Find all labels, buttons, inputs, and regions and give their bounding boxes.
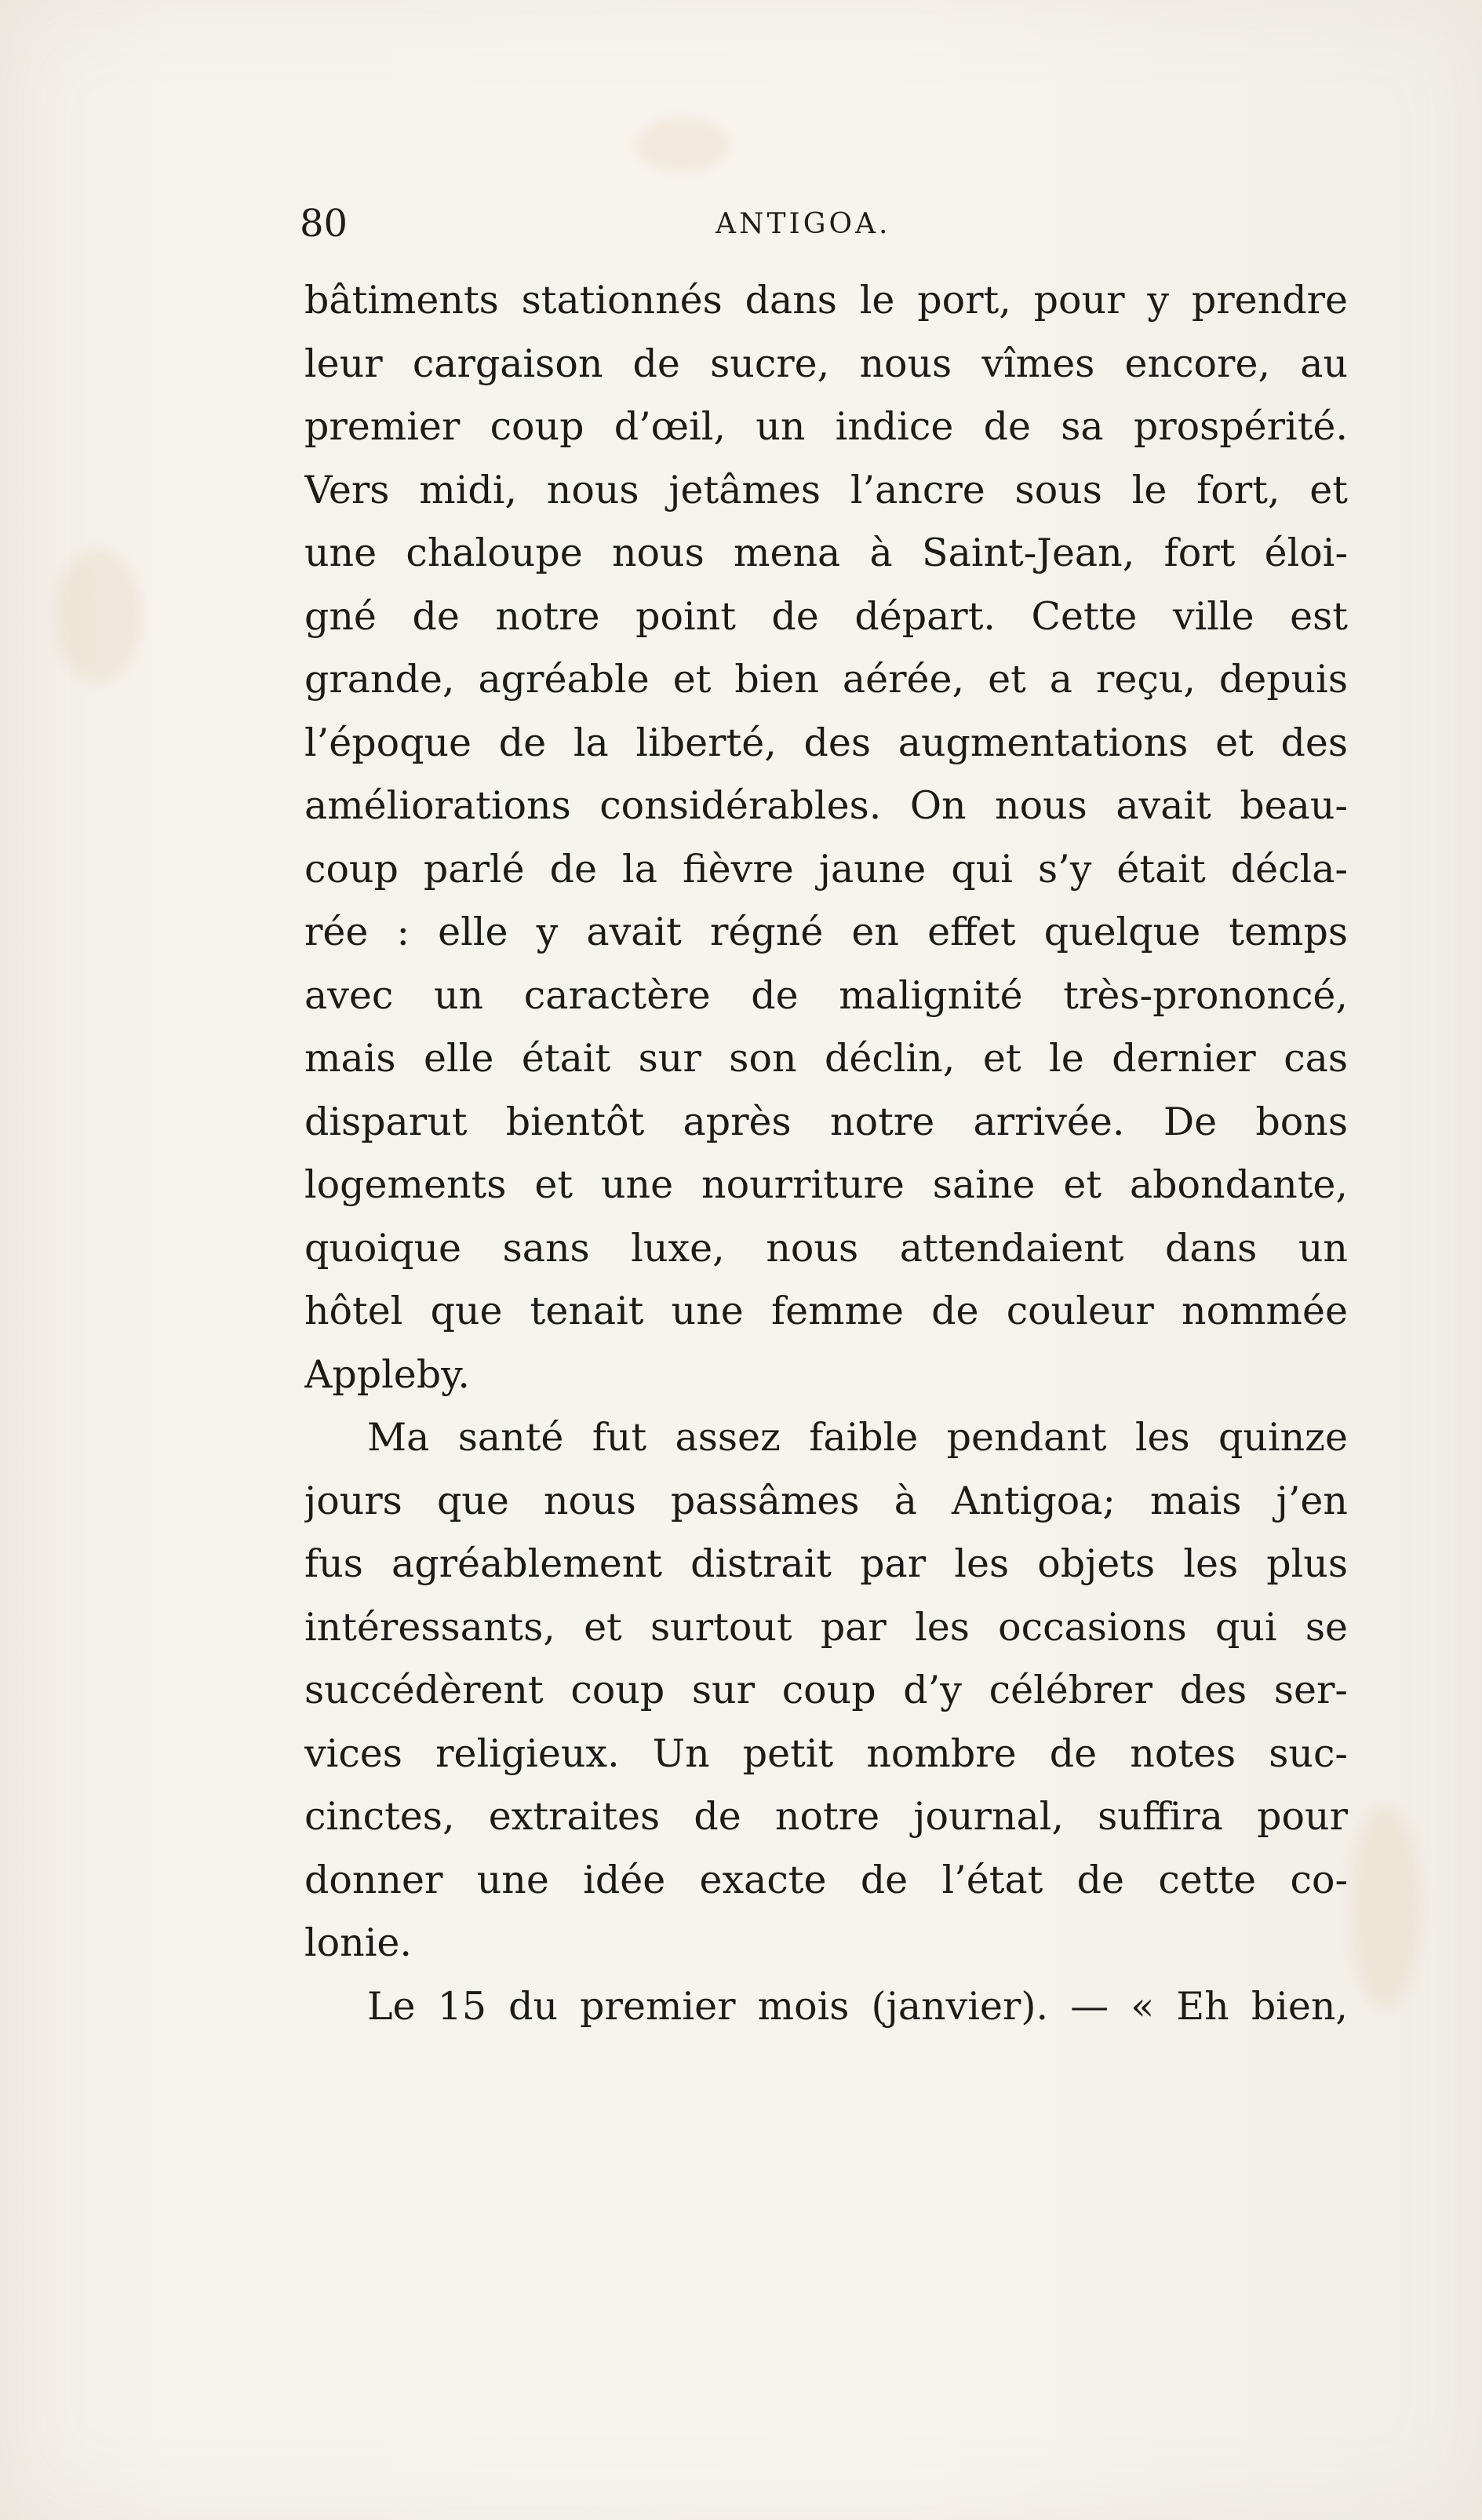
text-line: intéressants, et surtout par les occasions qui se bbox=[304, 1604, 1348, 1650]
text-line: coup parlé de la fièvre jaune qui s’y était décla- bbox=[304, 846, 1348, 892]
text-line: cinctes, extraites de notre journal, suffira pour bbox=[304, 1794, 1348, 1839]
text-line: avec un caractère de malignité très-prononcé, bbox=[304, 972, 1348, 1018]
text-line: leur cargaison de sucre, nous vîmes encore, au bbox=[304, 341, 1348, 386]
text-line: fus agréablement distrait par les objets les plus bbox=[304, 1541, 1348, 1586]
text-line: disparut bientôt après notre arrivée. De bons bbox=[304, 1099, 1348, 1144]
text-line: Le 15 du premier mois (janvier). — « Eh bien, bbox=[367, 1983, 1348, 2029]
text-line: améliorations considérables. On nous avait beau- bbox=[304, 783, 1348, 828]
text-line: rée : elle y avait régné en effet quelque temps bbox=[304, 910, 1348, 954]
text-line: premier coup d’œil, un indice de sa prospérité. bbox=[304, 404, 1348, 449]
paper-stain bbox=[635, 118, 730, 173]
text-line: lonie. bbox=[304, 1920, 412, 1965]
text-line: une chaloupe nous mena à Saint-Jean, fort éloi- bbox=[304, 531, 1348, 575]
body-text bbox=[304, 269, 1348, 2038]
text-line: Ma santé fut assez faible pendant les quinze bbox=[367, 1415, 1348, 1460]
text-line: mais elle était sur son déclin, et le dernier cas bbox=[304, 1036, 1348, 1081]
text-line: logements et une nourriture saine et abondante, bbox=[304, 1162, 1348, 1207]
text-line: l’époque de la liberté, des augmentations et des bbox=[304, 720, 1348, 765]
text-line: jours que nous passâmes à Antigoa; mais j’en bbox=[304, 1478, 1348, 1523]
paper-stain bbox=[55, 549, 141, 683]
text-line: hôtel que tenait une femme de couleur nommée bbox=[304, 1289, 1348, 1333]
text-line: Appleby. bbox=[304, 1351, 470, 1397]
section-title: ANTIGOA. bbox=[716, 208, 891, 240]
text-line: bâtiments stationnés dans le port, pour y prendre bbox=[304, 278, 1348, 323]
text-line: donner une idée exacte de l’état de cette co- bbox=[304, 1857, 1348, 1902]
text-line: vices religieux. Un petit nombre de notes suc- bbox=[304, 1730, 1348, 1776]
text-line: quoique sans luxe, nous attendaient dans un bbox=[304, 1225, 1348, 1271]
text-line: gné de notre point de départ. Cette ville est bbox=[304, 593, 1348, 639]
text-line: Vers midi, nous jetâmes l’ancre sous le fort, et bbox=[304, 467, 1348, 512]
text-line: grande, agréable et bien aérée, et a reçu, depuis bbox=[304, 657, 1348, 702]
running-head bbox=[300, 200, 1345, 255]
page-number: 80 bbox=[300, 202, 348, 246]
text-line: succédèrent coup sur coup d’y célébrer des ser- bbox=[304, 1668, 1348, 1712]
paper-stain bbox=[1349, 1805, 1420, 2009]
